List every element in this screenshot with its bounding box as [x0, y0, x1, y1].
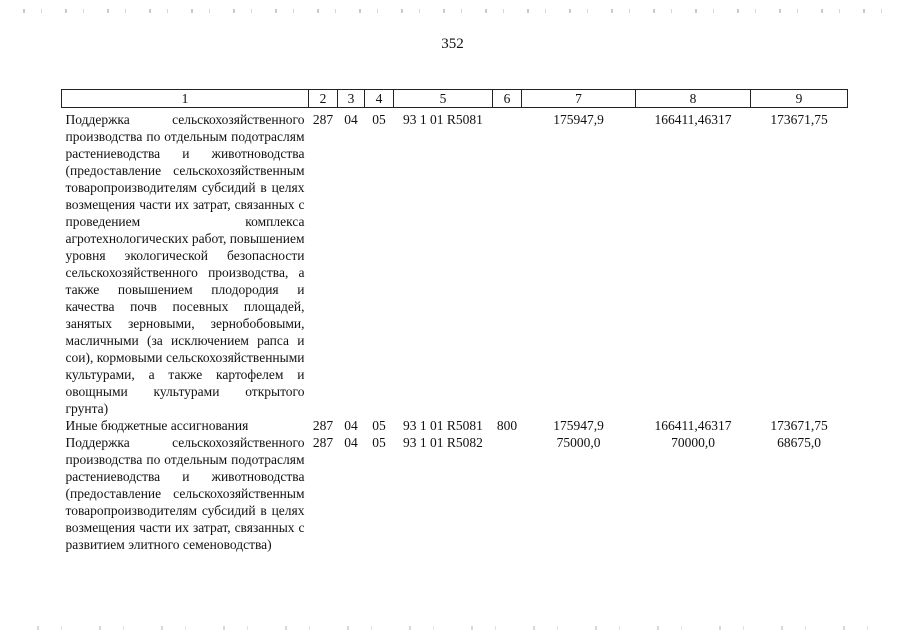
page-number: 352 — [441, 36, 464, 52]
cell-c2: 287 — [312, 418, 334, 433]
cell-c9: 173671,75 — [770, 112, 828, 127]
column-header: 5 — [394, 90, 493, 108]
cell-c2: 287 — [312, 435, 334, 450]
column-header: 4 — [365, 90, 394, 108]
cell-c4: 05 — [372, 418, 386, 433]
cell-c9: 173671,75 — [770, 418, 828, 433]
cell-c7: 175947,9 — [553, 418, 604, 433]
cell-c4: 05 — [372, 435, 386, 450]
table-row — [62, 417, 848, 434]
cell-c3: 04 — [344, 112, 358, 127]
scan-noise-bottom — [0, 626, 905, 630]
column-header: 9 — [751, 90, 848, 108]
cell-c5: 93 1 01 R5081 — [403, 112, 483, 127]
cell-c7: 175947,9 — [553, 112, 604, 127]
scan-noise-top — [0, 9, 905, 13]
row-description: Поддержка сельскохозяйственного производства по отдельным подотраслям растениеводства и животноводства (предоставление сельскохозяйственным товаропроизводителям субсидий в целях возмещения части их затрат, связанных с проведением комплекса агротехнологических работ, повышением уровня экологической безопасности сельскохозяйственного производства, а также повышением плодородия и качества почв посевных площадей, занятых зерновыми, зернобобовыми, масличными (за исключением рапса и сои), кормовыми сельскохозяйственными культурами, а также картофелем и овощными культурами открытого грунта) — [65, 112, 305, 416]
row-description: Поддержка сельскохозяйственного производства по отдельным подотраслям растениеводства и животноводства (предоставление сельскохозяйственным товаропроизводителям субсидий в целях возмещения части их затрат, связанных с развитием элитного семеноводства) — [65, 435, 305, 552]
cell-c8: 70000,0 — [671, 435, 715, 450]
column-header: 7 — [522, 90, 636, 108]
header-row — [62, 90, 848, 108]
row-description: Иные бюджетные ассигнования — [65, 418, 249, 433]
cell-c8: 166411,46317 — [654, 418, 732, 433]
table-row — [62, 108, 848, 418]
column-header: 1 — [62, 90, 309, 108]
cell-c9: 68675,0 — [777, 435, 821, 450]
cell-c6 — [493, 108, 522, 418]
cell-c7: 75000,0 — [556, 435, 601, 450]
column-header: 3 — [338, 90, 365, 108]
cell-c6 — [493, 434, 522, 553]
cell-c3: 04 — [344, 435, 358, 450]
cell-c6: 800 — [496, 418, 518, 433]
column-header: 6 — [493, 90, 522, 108]
cell-c5: 93 1 01 R5082 — [403, 435, 483, 450]
column-header: 8 — [636, 90, 751, 108]
table-row — [62, 434, 848, 553]
cell-c3: 04 — [344, 418, 358, 433]
cell-c5: 93 1 01 R5081 — [403, 418, 483, 433]
cell-c2: 287 — [312, 112, 334, 127]
cell-c8: 166411,46317 — [654, 112, 732, 127]
cell-c4: 05 — [372, 112, 386, 127]
column-header: 2 — [309, 90, 338, 108]
budget-table — [61, 89, 848, 553]
